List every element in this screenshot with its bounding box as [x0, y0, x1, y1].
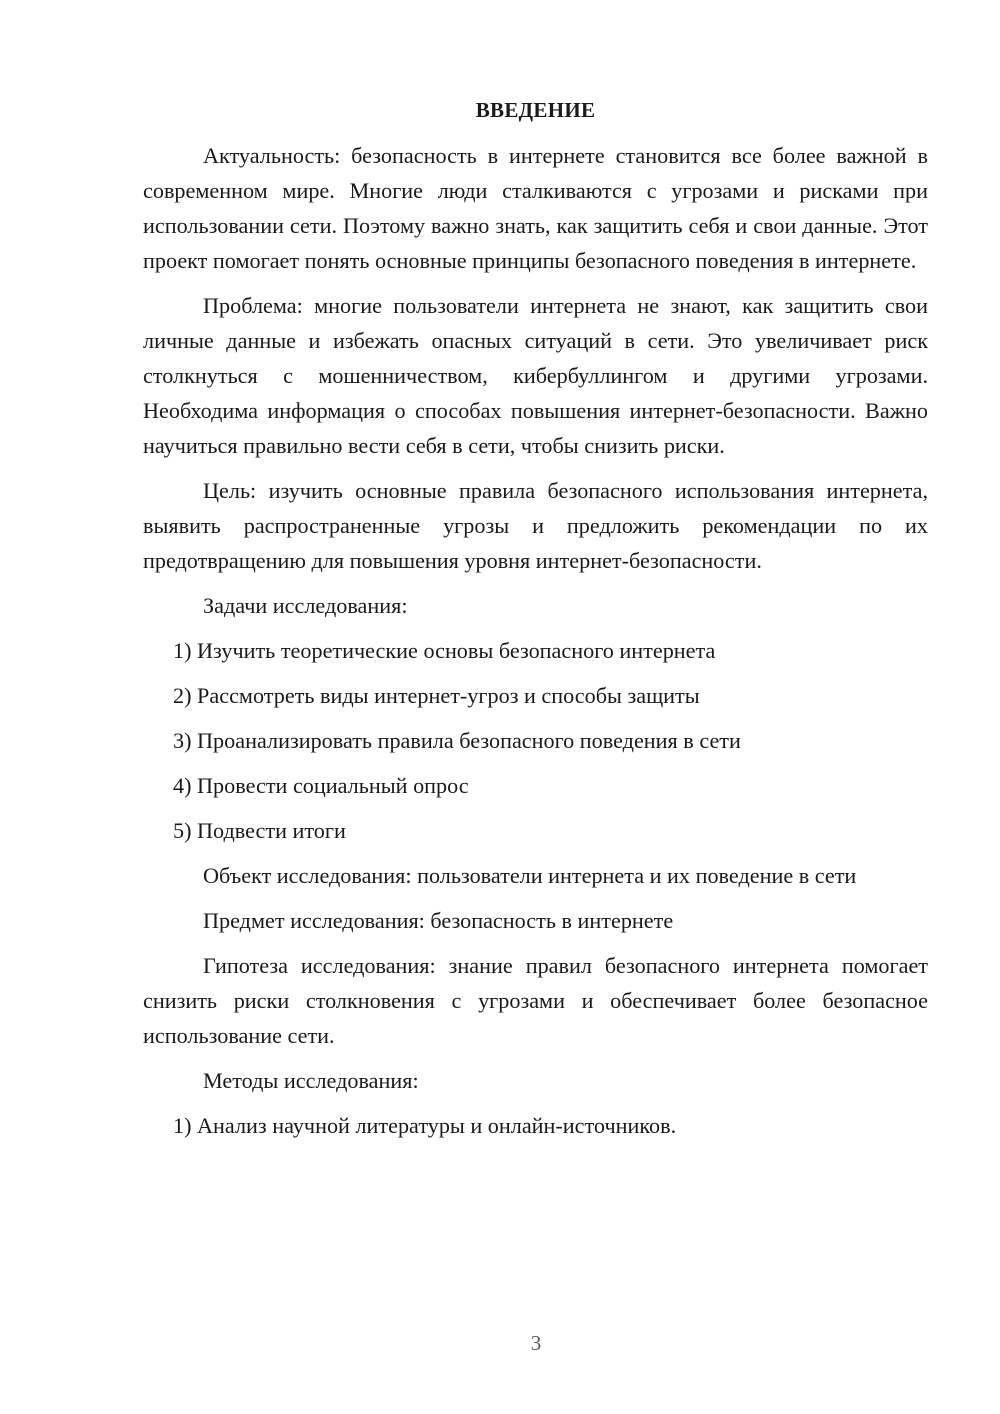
relevance-paragraph: Актуальность: безопасность в интернете становится все более важной в современном мире. Многие люди сталкиваются с угрозами и рисками при использовании сети. Поэтому важно знать, как защитить себя и свои данные. Этот проект помогает понять основные принципы безопасного поведения в интернете.: [143, 143, 928, 273]
subject-paragraph: Предмет исследования: безопасность в интернете: [203, 908, 674, 933]
methods-heading: Методы исследования:: [203, 1068, 419, 1093]
task-item: 3) Проанализировать правила безопасного поведения в сети: [173, 728, 741, 753]
goal-paragraph: Цель: изучить основные правила безопасного использования интернета, выявить распространенные угрозы и предложить рекомендации по их предотвращению для повышения уровня интернет-безопасности.: [143, 478, 928, 573]
page-content: [143, 94, 928, 1153]
hypothesis-paragraph: Гипотеза исследования: знание правил безопасного интернета помогает снизить риски столкновения с угрозами и обеспечивает более безопасное использование сети.: [143, 953, 928, 1048]
page-number: 3: [530, 1331, 542, 1355]
task-item: 2) Рассмотреть виды интернет-угроз и способы защиты: [173, 683, 700, 708]
task-item: 5) Подвести итоги: [173, 818, 346, 843]
method-item: 1) Анализ научной литературы и онлайн-источников.: [173, 1113, 677, 1138]
task-item: 1) Изучить теоретические основы безопасного интернета: [173, 638, 716, 663]
object-paragraph: Объект исследования: пользователи интернета и их поведение в сети: [203, 863, 857, 888]
task-item: 4) Провести социальный опрос: [173, 773, 469, 798]
tasks-heading: Задачи исследования:: [203, 593, 408, 618]
section-title: ВВЕДЕНИЕ: [475, 98, 596, 122]
problem-paragraph: Проблема: многие пользователи интернета не знают, как защитить свои личные данные и избежать опасных ситуаций в сети. Это увеличивает риск столкнуться с мошенничеством, кибербуллингом и другими угрозами. Необходима информация о способах повышения интернет-безопасности. Важно научиться правильно вести себя в сети, чтобы снизить риски.: [143, 293, 928, 458]
